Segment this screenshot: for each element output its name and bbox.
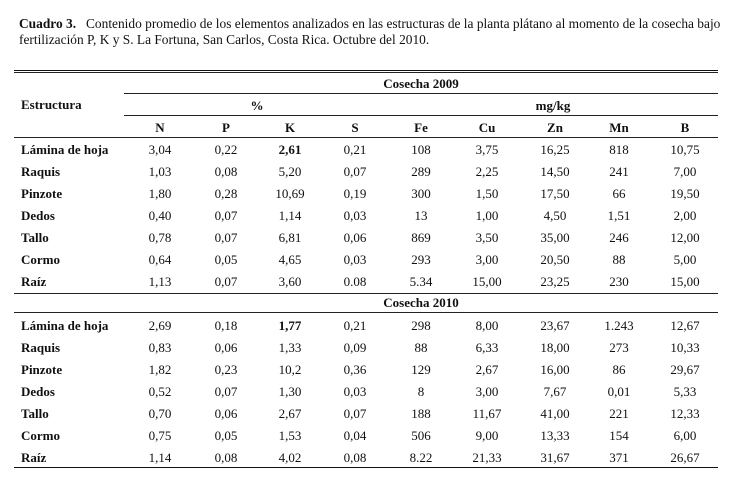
table-bottom-rule bbox=[14, 467, 718, 468]
table-cell: 0,09 bbox=[343, 340, 367, 355]
table-cell: 8 bbox=[417, 384, 425, 399]
column-header-zn: Zn bbox=[547, 120, 563, 135]
table-cell: 0,36 bbox=[343, 362, 367, 377]
table-cell: 1,50 bbox=[475, 186, 499, 201]
table-cell: 88 bbox=[612, 252, 626, 267]
table-cell: 273 bbox=[609, 340, 629, 355]
table-cell: 0,40 bbox=[148, 208, 172, 223]
table-cell: 11,67 bbox=[472, 406, 502, 421]
table-cell: 2,67 bbox=[475, 362, 499, 377]
row-label: Dedos bbox=[21, 384, 55, 399]
table-cell: 0,19 bbox=[343, 186, 367, 201]
caption-label: Cuadro 3. bbox=[19, 16, 77, 31]
table-cell: 289 bbox=[411, 164, 431, 179]
table-cell: 12,67 bbox=[670, 318, 700, 333]
table-cell: 26,67 bbox=[670, 450, 700, 465]
table-cell: 2,00 bbox=[673, 208, 697, 223]
table-cell: 3,60 bbox=[278, 274, 302, 289]
table-cell: 16,00 bbox=[540, 362, 570, 377]
table-cell: 3,50 bbox=[475, 230, 499, 245]
table-cell: 5.34 bbox=[409, 274, 433, 289]
table-cell: 23,25 bbox=[540, 274, 570, 289]
group-header-rule bbox=[124, 115, 718, 116]
table-cell: 8.22 bbox=[409, 450, 433, 465]
table-cell: 6,81 bbox=[278, 230, 302, 245]
structure-header: Estructura bbox=[21, 97, 82, 112]
table-top-rule-double bbox=[14, 72, 718, 73]
column-header-mn: Mn bbox=[609, 120, 629, 135]
group-header-mgkg: mg/kg bbox=[535, 98, 571, 113]
table-cell: 10,75 bbox=[670, 142, 700, 157]
table-cell: 3,04 bbox=[148, 142, 172, 157]
row-label: Raíz bbox=[21, 274, 47, 289]
column-header-k: K bbox=[284, 120, 296, 135]
table-cell: 10,2 bbox=[278, 362, 302, 377]
table-cell: 7,00 bbox=[673, 164, 697, 179]
table-cell: 0,70 bbox=[148, 406, 172, 421]
table-cell: 1,33 bbox=[278, 340, 302, 355]
column-header-p: P bbox=[222, 120, 230, 135]
row-label: Raíz bbox=[21, 450, 47, 465]
row-label: Lámina de hoja bbox=[21, 318, 109, 333]
table-cell: 108 bbox=[411, 142, 431, 157]
table-cell: 3,75 bbox=[475, 142, 499, 157]
column-header-n: N bbox=[155, 120, 165, 135]
table-cell: 8,00 bbox=[475, 318, 499, 333]
table-cell: 12,00 bbox=[670, 230, 700, 245]
table-cell: 2,25 bbox=[475, 164, 499, 179]
table-cell: 13 bbox=[414, 208, 428, 223]
table-cell: 88 bbox=[414, 340, 428, 355]
table-cell: 0,07 bbox=[343, 406, 367, 421]
table-cell: 29,67 bbox=[670, 362, 700, 377]
table-cell: 221 bbox=[609, 406, 629, 421]
table-cell: 0,06 bbox=[343, 230, 367, 245]
caption-line-2: fertilización P, K y S. La Fortuna, San Carlos, Costa Rica. Octubre del 2010. bbox=[19, 32, 430, 47]
table-cell: 21,33 bbox=[472, 450, 502, 465]
table-cell: 3,00 bbox=[475, 384, 499, 399]
table-cell: 0,78 bbox=[148, 230, 172, 245]
table-cell: 20,50 bbox=[540, 252, 570, 267]
table-cell: 66 bbox=[612, 186, 626, 201]
table-cell: 230 bbox=[609, 274, 629, 289]
table-cell: 1,80 bbox=[148, 186, 172, 201]
table-cell: 0,06 bbox=[214, 340, 238, 355]
table-cell: 15,00 bbox=[670, 274, 700, 289]
table-cell: 0,23 bbox=[214, 362, 238, 377]
table-cell: 0,08 bbox=[214, 450, 238, 465]
table-cell: 1,30 bbox=[278, 384, 302, 399]
table-cell: 0,07 bbox=[214, 230, 238, 245]
table-cell: 0,06 bbox=[214, 406, 238, 421]
table-cell: 0,05 bbox=[214, 428, 238, 443]
table-cell: 4,65 bbox=[278, 252, 302, 267]
table-cell: 13,33 bbox=[540, 428, 570, 443]
table-cell: 19,50 bbox=[670, 186, 700, 201]
table-cell: 2,61 bbox=[278, 142, 302, 157]
table-cell: 0,22 bbox=[214, 142, 238, 157]
table-cell: 5,00 bbox=[673, 252, 697, 267]
table-cell: 1,13 bbox=[148, 274, 172, 289]
table-cell: 1,53 bbox=[278, 428, 302, 443]
group-header-percent: % bbox=[250, 98, 264, 113]
section-title-2010: Cosecha 2010 bbox=[383, 295, 459, 310]
table-cell: 0,21 bbox=[343, 142, 367, 157]
row-label: Dedos bbox=[21, 208, 55, 223]
table-cell: 10,69 bbox=[275, 186, 305, 201]
table-top-rule bbox=[14, 70, 718, 71]
table-cell: 4,50 bbox=[543, 208, 567, 223]
table-cell: 0,83 bbox=[148, 340, 172, 355]
table-cell: 16,25 bbox=[540, 142, 570, 157]
table-cell: 6,00 bbox=[673, 428, 697, 443]
table-cell: 0,18 bbox=[214, 318, 238, 333]
table-cell: 3,00 bbox=[475, 252, 499, 267]
table-cell: 0,08 bbox=[214, 164, 238, 179]
table-cell: 41,00 bbox=[540, 406, 570, 421]
table-cell: 2,69 bbox=[148, 318, 172, 333]
row-label: Tallo bbox=[21, 406, 49, 421]
table-cell: 7,67 bbox=[543, 384, 567, 399]
table-cell: 0,75 bbox=[148, 428, 172, 443]
table-cell: 1,77 bbox=[278, 318, 302, 333]
table-cell: 86 bbox=[612, 362, 626, 377]
table-cell: 0,64 bbox=[148, 252, 172, 267]
table-cell: 2,67 bbox=[278, 406, 302, 421]
table-cell: 0,52 bbox=[148, 384, 172, 399]
table-cell: 0,03 bbox=[343, 384, 367, 399]
table-cell: 6,33 bbox=[475, 340, 499, 355]
row-label: Cormo bbox=[21, 252, 60, 267]
table-cell: 17,50 bbox=[540, 186, 570, 201]
table-cell: 14,50 bbox=[540, 164, 570, 179]
column-header-b: B bbox=[680, 120, 690, 135]
table-cell: 5,20 bbox=[278, 164, 302, 179]
table-cell: 0,21 bbox=[343, 318, 367, 333]
table-cell: 246 bbox=[609, 230, 629, 245]
column-header-cu: Cu bbox=[478, 120, 496, 135]
table-cell: 506 bbox=[411, 428, 431, 443]
table-cell: 0,04 bbox=[343, 428, 367, 443]
table-cell: 4,02 bbox=[278, 450, 302, 465]
table-cell: 18,00 bbox=[540, 340, 570, 355]
section-title-2009: Cosecha 2009 bbox=[383, 76, 459, 91]
column-header-s: S bbox=[351, 120, 359, 135]
table-cell: 1,14 bbox=[148, 450, 172, 465]
table-cell: 1,82 bbox=[148, 362, 172, 377]
table-cell: 1,00 bbox=[475, 208, 499, 223]
section-title-rule-2010 bbox=[14, 312, 718, 313]
table-cell: 869 bbox=[411, 230, 431, 245]
table-cell: 154 bbox=[609, 428, 629, 443]
row-label: Pinzote bbox=[21, 362, 63, 377]
table-cell: 0,05 bbox=[214, 252, 238, 267]
table-cell: 10,33 bbox=[670, 340, 700, 355]
table-cell: 188 bbox=[411, 406, 431, 421]
table-cell: 818 bbox=[609, 142, 629, 157]
table-cell: 0,07 bbox=[214, 384, 238, 399]
table-cell: 1,14 bbox=[278, 208, 302, 223]
row-label: Raquis bbox=[21, 164, 61, 179]
column-header-rule bbox=[14, 137, 718, 138]
table-cell: 1,03 bbox=[148, 164, 172, 179]
table-cell: 0,28 bbox=[214, 186, 238, 201]
section-divider-rule bbox=[14, 293, 718, 294]
caption-line-1: Contenido promedio de los elementos analizados en las estructuras de la planta plátano al momento de la cosecha bajo bbox=[86, 16, 721, 31]
table-cell: 35,00 bbox=[540, 230, 570, 245]
row-label: Cormo bbox=[21, 428, 60, 443]
table-cell: 298 bbox=[411, 318, 431, 333]
table-cell: 129 bbox=[411, 362, 431, 377]
table-cell: 1.243 bbox=[604, 318, 634, 333]
table-cell: 15,00 bbox=[472, 274, 502, 289]
table-cell: 241 bbox=[609, 164, 629, 179]
row-label: Pinzote bbox=[21, 186, 63, 201]
table-cell: 0.08 bbox=[343, 274, 367, 289]
column-header-fe: Fe bbox=[414, 120, 428, 135]
table-cell: 293 bbox=[411, 252, 431, 267]
table-cell: 0,03 bbox=[343, 252, 367, 267]
table-cell: 0,07 bbox=[343, 164, 367, 179]
table-cell: 23,67 bbox=[540, 318, 570, 333]
table-cell: 0,07 bbox=[214, 208, 238, 223]
table-cell: 1,51 bbox=[607, 208, 631, 223]
section-title-rule bbox=[124, 93, 718, 94]
table-cell: 9,00 bbox=[475, 428, 499, 443]
table-cell: 0,08 bbox=[343, 450, 367, 465]
table-cell: 0,03 bbox=[343, 208, 367, 223]
row-label: Tallo bbox=[21, 230, 49, 245]
table-cell: 12,33 bbox=[670, 406, 700, 421]
table-cell: 0,07 bbox=[214, 274, 238, 289]
table-cell: 371 bbox=[609, 450, 629, 465]
table-cell: 0,01 bbox=[607, 384, 631, 399]
table-cell: 300 bbox=[411, 186, 431, 201]
table-cell: 5,33 bbox=[673, 384, 697, 399]
row-label: Raquis bbox=[21, 340, 61, 355]
table-cell: 31,67 bbox=[540, 450, 570, 465]
row-label: Lámina de hoja bbox=[21, 142, 109, 157]
